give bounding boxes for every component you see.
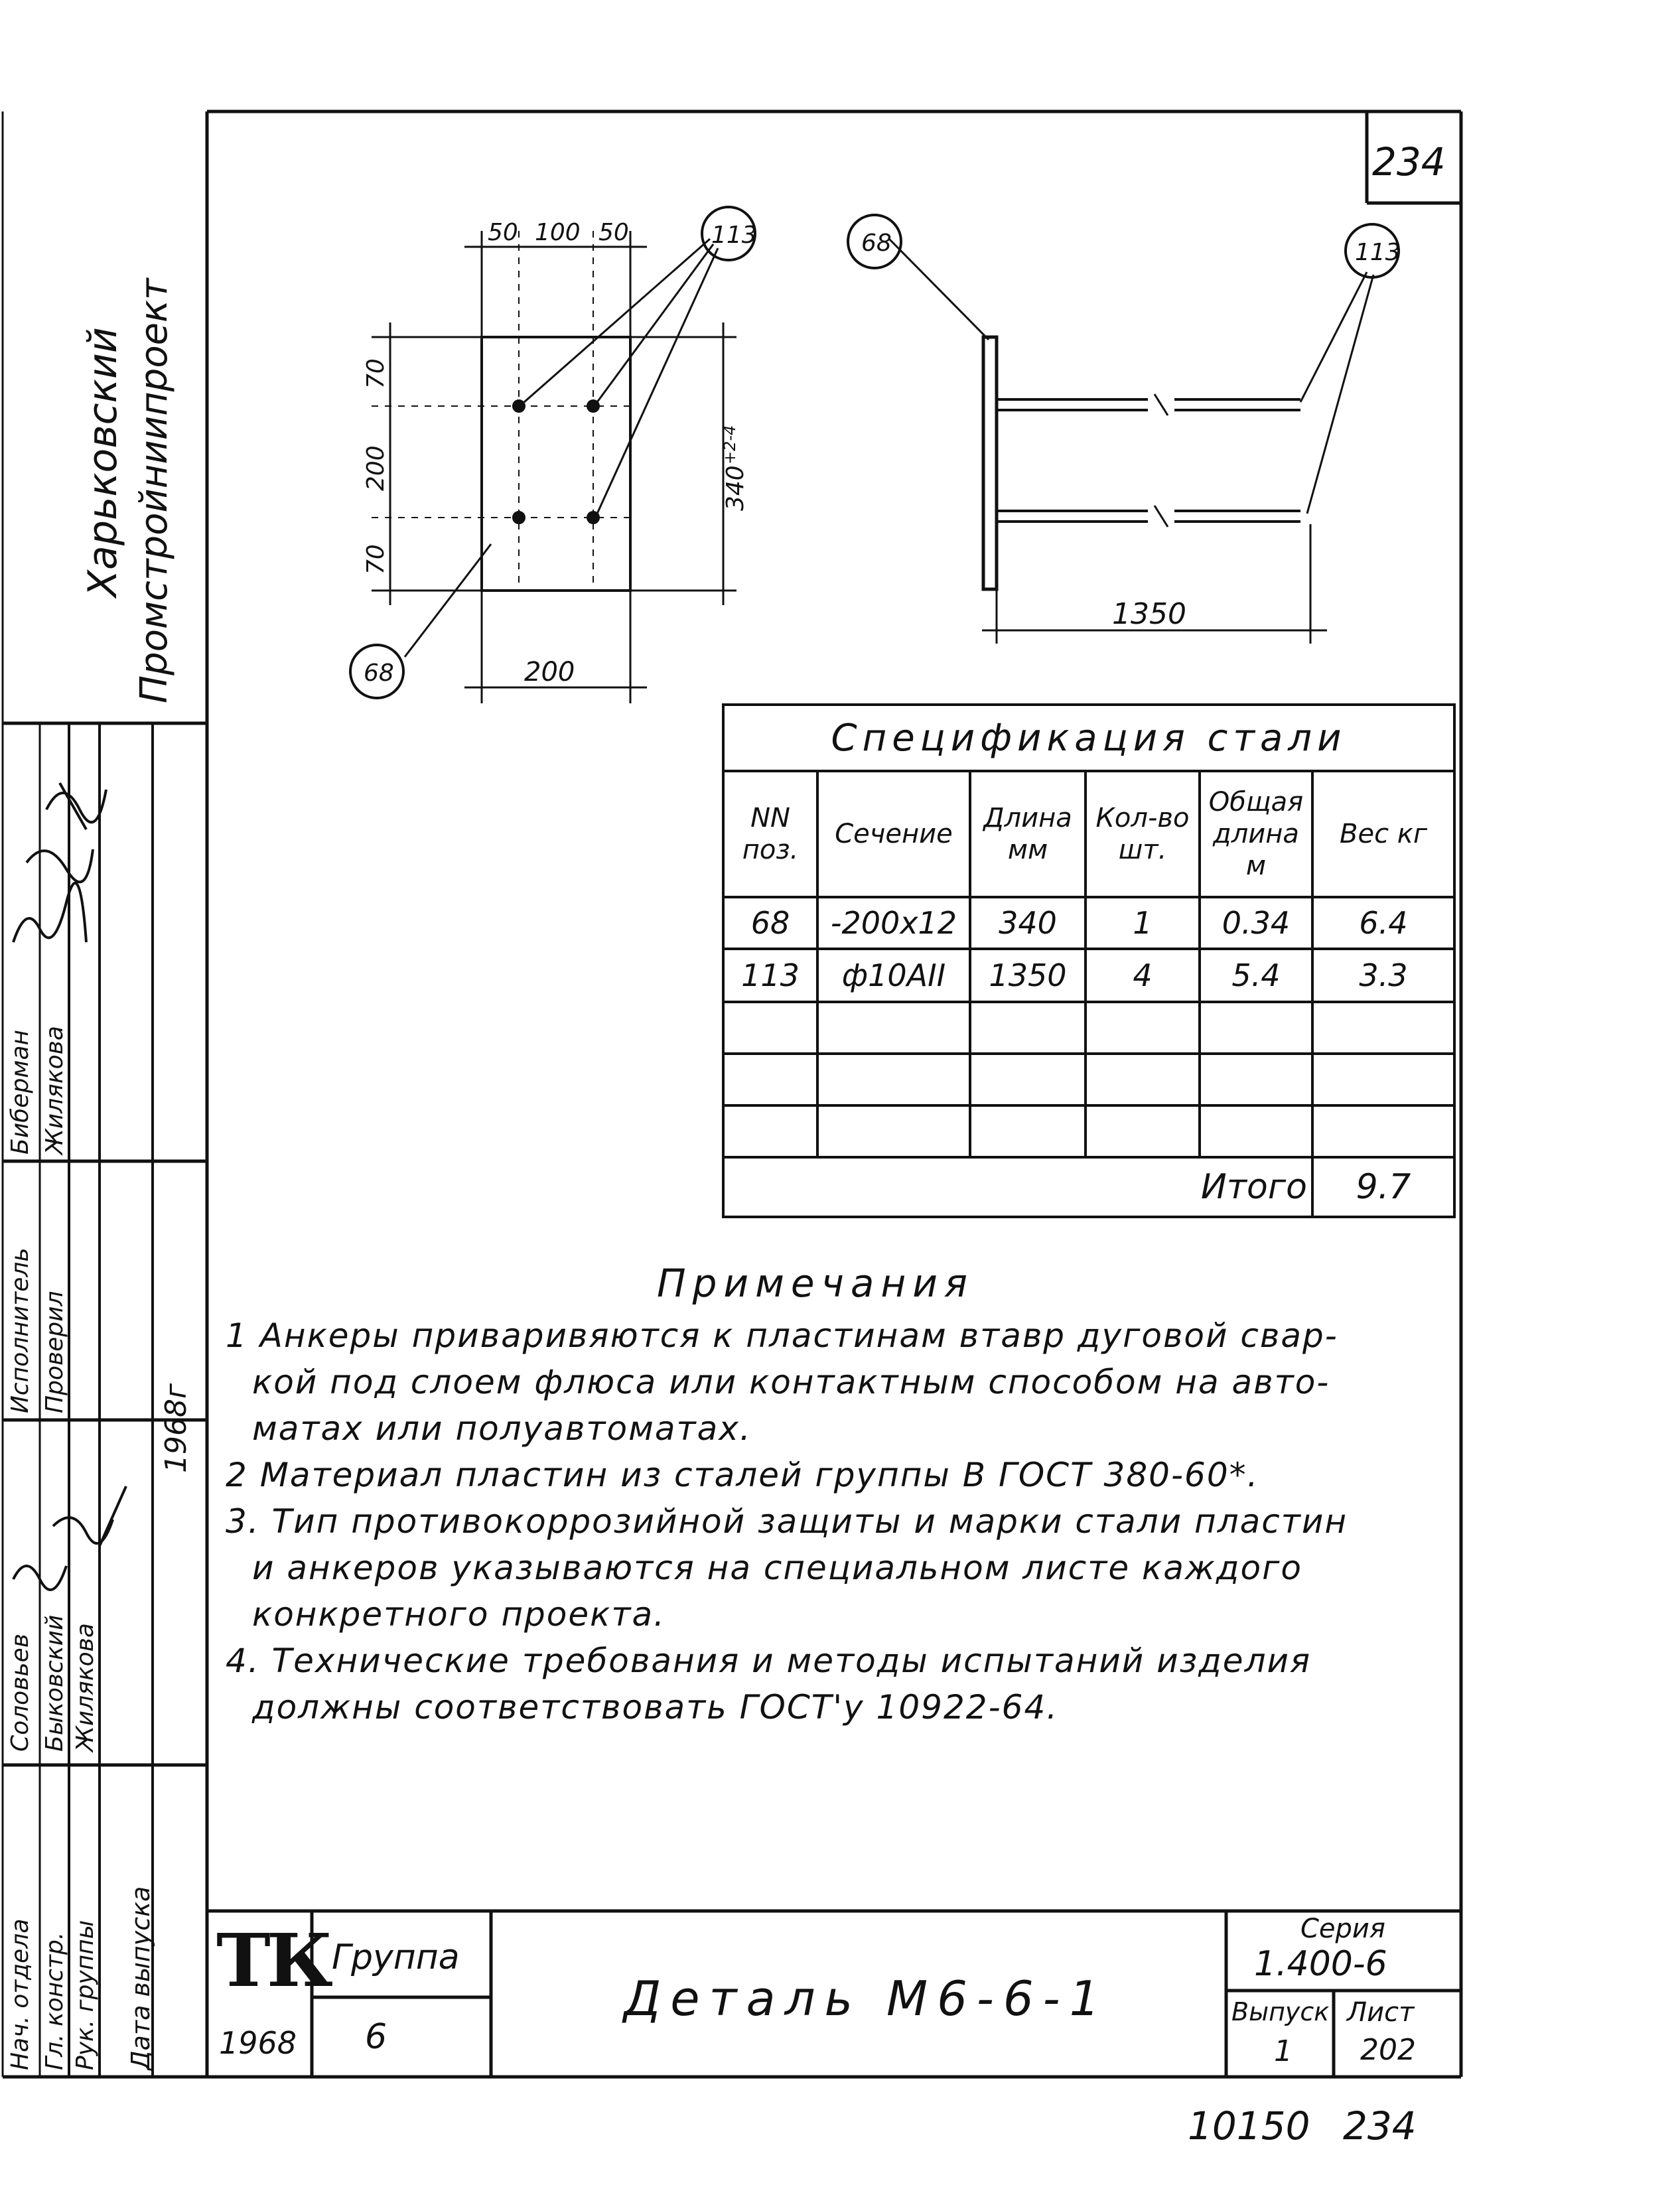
role-chief-designer: Гл. констр. bbox=[41, 1932, 68, 2070]
note-line: 2 Материал пластин из сталей группы В ГОСТ 380-60*. bbox=[226, 1456, 1259, 1494]
dim-left-2: 200 bbox=[362, 445, 389, 491]
sheet-label: Лист bbox=[1347, 1997, 1415, 2028]
note-line: 4. Технические требования и методы испытаний изделия bbox=[226, 1642, 1312, 1680]
document-title: Деталь М6-6-1 bbox=[624, 1971, 1109, 2026]
issue-label: Выпуск bbox=[1231, 1997, 1330, 2026]
spec-total-label: Итого bbox=[1200, 1167, 1307, 1207]
name-chief-designer: Быковский bbox=[41, 1614, 68, 1752]
series-label: Серия bbox=[1300, 1914, 1385, 1944]
sheet-value: 202 bbox=[1360, 2033, 1416, 2067]
note-line: 3. Тип противокоррозийной защиты и марки стали пластин bbox=[226, 1502, 1348, 1541]
dim-top-1: 50 bbox=[488, 219, 518, 246]
note-line: 1 Анкеры приваривяются к пластинам втавр дуговой свар- bbox=[226, 1316, 1338, 1355]
name-checker: Жилякова bbox=[41, 1026, 68, 1155]
dim-right: 340 bbox=[722, 465, 749, 511]
org-name-line2: Промстройниипроект bbox=[133, 278, 176, 703]
dim-left-1: 70 bbox=[362, 358, 389, 389]
spec-header-length: Длина мм bbox=[983, 803, 1072, 865]
note-line: кой под слоем флюса или контактным способом на авто- bbox=[252, 1363, 1330, 1401]
dim-right-tol: +2-4 bbox=[721, 425, 739, 464]
spec-cell: 1350 bbox=[989, 957, 1067, 993]
callout-anchor-side: 113 bbox=[1355, 239, 1401, 266]
spec-header-section: Сечение bbox=[835, 819, 953, 849]
series-value: 1.400-6 bbox=[1254, 1944, 1387, 1984]
notes-title: Примечания bbox=[657, 1261, 974, 1306]
role-executor: Исполнитель bbox=[7, 1247, 34, 1413]
note-line: конкретного проекта. bbox=[252, 1595, 665, 1634]
name-executor: Биберман bbox=[7, 1029, 34, 1155]
issue-value: 1 bbox=[1274, 2034, 1293, 2068]
logo-year: 1968 bbox=[219, 2025, 297, 2061]
spec-cell: 0.34 bbox=[1222, 905, 1291, 941]
spec-total-value: 9.7 bbox=[1356, 1167, 1411, 1207]
role-group-lead: Рук. группы bbox=[72, 1920, 99, 2070]
callout-plate-side: 68 bbox=[861, 230, 892, 257]
spec-table-title: Спецификация стали bbox=[831, 716, 1347, 760]
spec-cell: 68 bbox=[750, 905, 790, 941]
spec-header-total-length: Общая длина м bbox=[1208, 787, 1304, 881]
dim-top-2: 100 bbox=[535, 219, 581, 246]
signature-marks bbox=[0, 0, 207, 2077]
footer-page: 234 bbox=[1343, 2103, 1417, 2149]
name-head-dept: Соловьев bbox=[7, 1634, 34, 1752]
spec-cell: 3.3 bbox=[1359, 957, 1408, 993]
spec-header-pos: NN поз. bbox=[742, 803, 799, 865]
sheet-number-top: 234 bbox=[1372, 139, 1446, 184]
logo: ТК bbox=[216, 1918, 329, 2003]
note-line: должны соответствовать ГОСТ'у 10922-64. bbox=[252, 1688, 1059, 1727]
note-line: и анкеров указываются на специальном листе каждого bbox=[252, 1549, 1302, 1587]
role-issue-date: Дата выпуска bbox=[126, 1886, 155, 2070]
org-name-line1: Харьковский bbox=[80, 327, 126, 597]
dim-top-3: 50 bbox=[598, 219, 629, 246]
spec-cell: 1 bbox=[1133, 905, 1153, 941]
spec-cell: ф10АII bbox=[841, 957, 946, 993]
plan-view bbox=[350, 207, 755, 703]
spec-cell: 6.4 bbox=[1359, 905, 1408, 941]
spec-header-qty: Кол-во шт. bbox=[1095, 803, 1190, 865]
group-label: Группа bbox=[332, 1938, 460, 1977]
name-group-lead: Жилякова bbox=[72, 1623, 99, 1752]
note-line: матах или полуавтоматах. bbox=[252, 1409, 752, 1448]
role-head-dept: Нач. отдела bbox=[7, 1918, 34, 2070]
role-checker: Проверил bbox=[41, 1291, 68, 1413]
dim-length-side: 1350 bbox=[1112, 597, 1186, 631]
callout-anchor-plan: 113 bbox=[711, 222, 757, 249]
margin-year: 1968г bbox=[159, 1383, 193, 1473]
spec-cell: -200x12 bbox=[830, 905, 957, 941]
spec-cell: 4 bbox=[1133, 957, 1153, 993]
callout-plate-plan: 68 bbox=[364, 660, 394, 687]
spec-cell: 5.4 bbox=[1231, 957, 1281, 993]
group-value: 6 bbox=[365, 2017, 387, 2057]
spec-header-weight: Вес кг bbox=[1340, 819, 1427, 849]
spec-cell: 113 bbox=[741, 957, 800, 993]
footer-code: 10150 bbox=[1188, 2103, 1310, 2149]
dim-left-3: 70 bbox=[362, 544, 389, 575]
spec-cell: 340 bbox=[999, 905, 1057, 941]
side-view bbox=[848, 215, 1399, 644]
dim-bottom: 200 bbox=[524, 657, 575, 687]
